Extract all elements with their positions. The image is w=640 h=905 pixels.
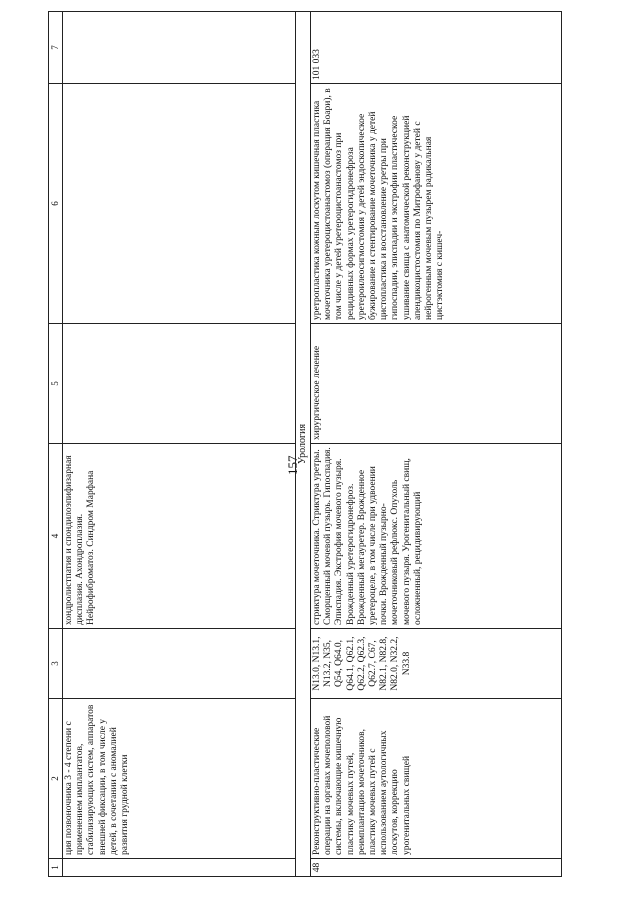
header-col-7: 7 xyxy=(49,12,63,84)
cont-col-7 xyxy=(63,12,296,84)
cont-col-3 xyxy=(63,629,296,699)
header-col-1: 1 xyxy=(49,859,63,877)
diagnosis-models: стриктура мочеточника. Стриктура уретры. Сморщенный мочевой пузырь. Гипоспадия. Эписпадия. Экстрофия мочевого пузыря. Врожденный уретерогидронефроз. Врожденный мегауретер. Врожденное уретероцеле, в том числе при удвоении почки. Врожденный пузырно-мочеточниковый рефлюкс. Опухоль мочевого пузыря. Урогенитальный свищ, осложненный, рецидивирующий xyxy=(311,444,562,629)
section-header-row xyxy=(296,12,311,877)
row-number: 48 xyxy=(311,859,562,877)
page-number: 157 xyxy=(285,455,300,475)
icd-codes: N13.0, N13.1, N13.2, N35, Q54, Q64.0, Q64.1, Q62.1, Q62.2, Q62.3, Q62.7, C67, N82.1, N82.8, N82.0, N32.2, N33.8 xyxy=(311,629,562,699)
cost-norm: 101 033 xyxy=(311,12,562,84)
cont-col-1 xyxy=(63,859,296,877)
header-row xyxy=(49,12,63,877)
cont-col-5 xyxy=(63,324,296,444)
table-row-continued xyxy=(63,12,296,877)
procedures-table xyxy=(48,11,562,877)
table-row-48 xyxy=(311,12,562,877)
cont-col-2: ция позвоночника 3 - 4 степени с применением имплантатов, стабилизирующих систем, аппаратов внешней фиксации, в том числе у детей, в сочетании с аномалией развития грудной клетки xyxy=(63,699,296,859)
cont-col-6 xyxy=(63,84,296,324)
cont-col-4: хондролистпатия и спондилоэпифизарная дисплазия. Ахондроплазия. Нейрофиброматоз. Синдром Марфана xyxy=(63,444,296,629)
header-col-5: 5 xyxy=(49,324,63,444)
header-col-4: 4 xyxy=(49,444,63,629)
procedure-group: Реконструктивно-пластические операции на органах мочеполовой системы, включающие кишечную пластику мочевых путей, реимплантацию мочеточников, пластику мочевых путей с использованием аутологичных лоскутов, коррекцию урогенитальных свищей xyxy=(311,699,562,859)
header-col-3: 3 xyxy=(49,629,63,699)
header-col-2: 2 xyxy=(49,699,63,859)
treatment-methods: уретропластика кожным лоскутом кишечная пластика мочеточника уретероцистоанастомоз (операция Боари), в том числе у детей уретероцистоанастомоз при рецидивных формах уретерогидронефроза уретероилеосигмостомия у детей эндоскопическое бужирование и стентирование мочеточника у детей цистопластика и восстановление уретры при гипоспадии, эписпадии и экстрофии пластическое ушивание свища с анатомической реконструкцией апендикоцистостомия по Митрофанову у детей с нейрогенным мочевым пузырем радикальная цистэктомия с кишеч- xyxy=(311,84,562,324)
header-col-6: 6 xyxy=(49,84,63,324)
section-title: Урология xyxy=(296,12,311,877)
treatment-type: хирургическое лечение xyxy=(311,324,562,444)
